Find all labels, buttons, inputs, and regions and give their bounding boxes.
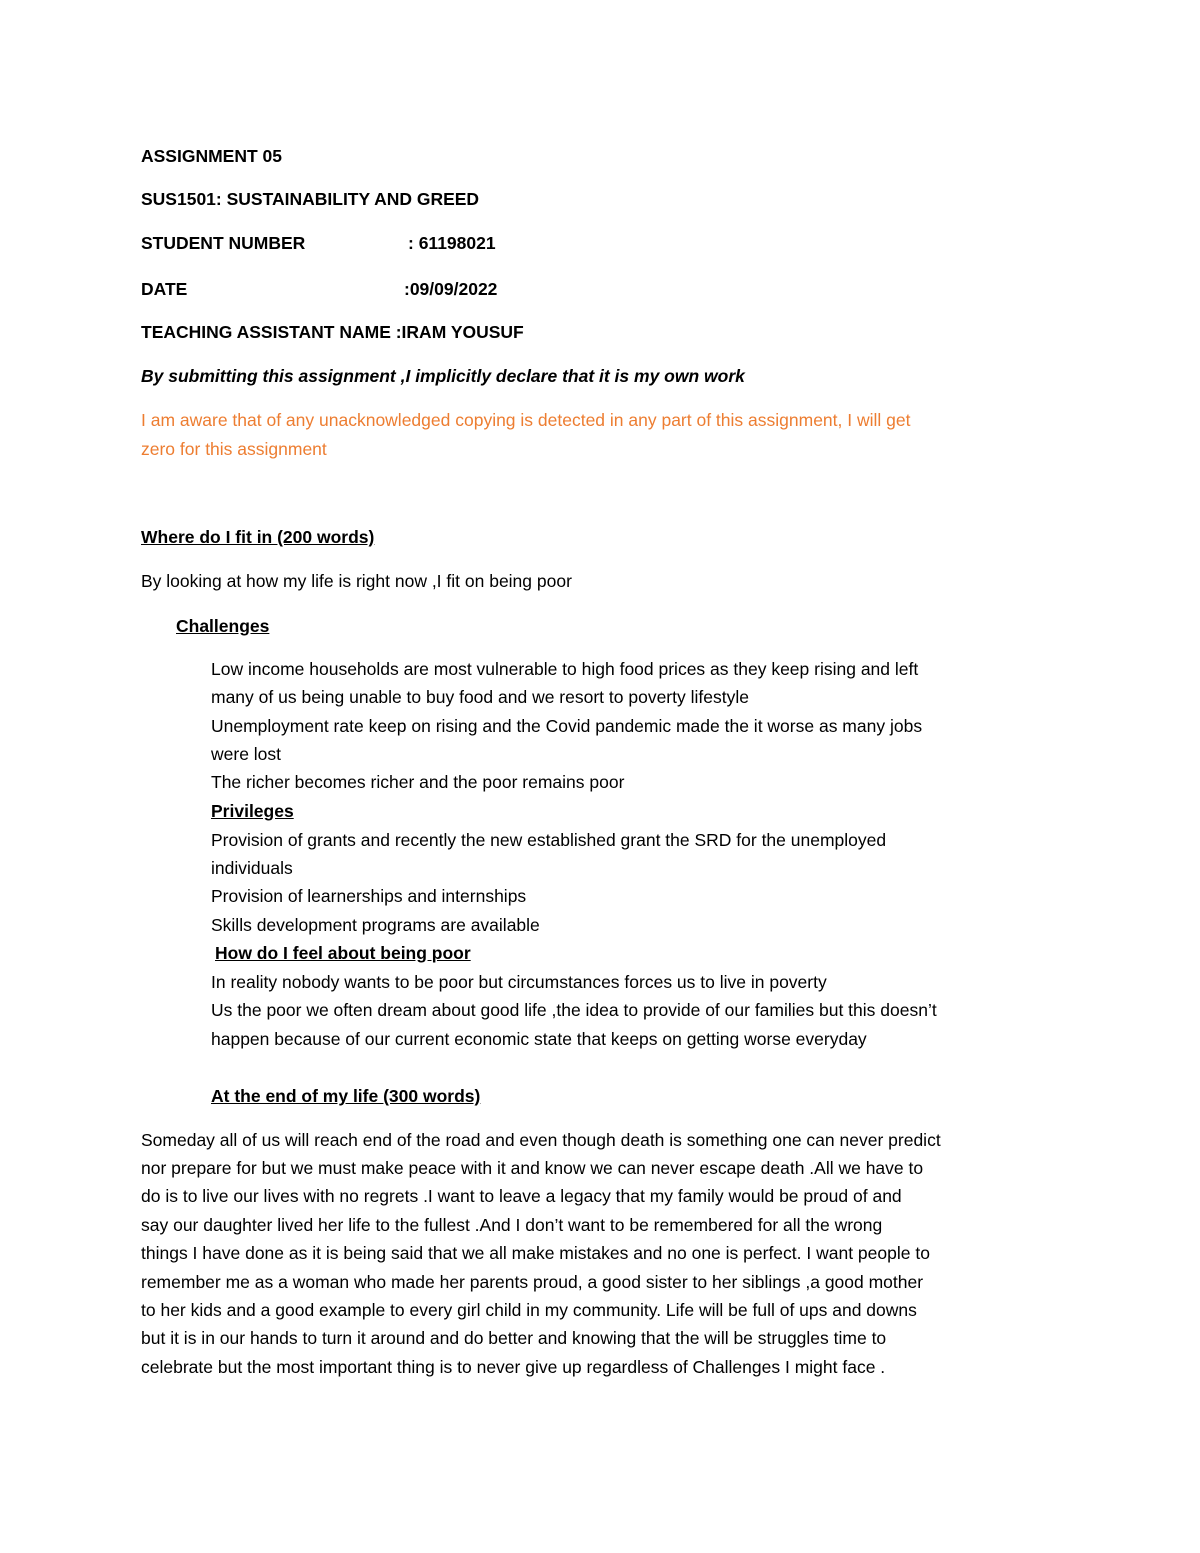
paragraph-line: remember me as a woman who made her parents proud, a good sister to her siblings ,a good mother	[141, 1272, 924, 1292]
declaration: By submitting this assignment ,I implicitly declare that it is my own work	[141, 366, 745, 386]
paragraph-line: say our daughter lived her life to the fullest .And I don’t want to be remembered for all the wrong	[141, 1215, 883, 1235]
date-label: DATE	[141, 279, 188, 299]
student-number-value: : 61198021	[408, 233, 496, 253]
paragraph-line: nor prepare for but we must make peace with it and know we can never escape death .All we have to	[141, 1158, 924, 1178]
student-number-label: STUDENT NUMBER	[141, 233, 306, 253]
teaching-assistant-name: TEACHING ASSISTANT NAME :IRAM YOUSUF	[141, 322, 524, 342]
challenge-line: were lost	[211, 744, 282, 764]
section1-intro: By looking at how my life is right now ,I fit on being poor	[141, 571, 572, 591]
warning-line-2: zero for this assignment	[141, 439, 327, 459]
paragraph-line: to her kids and a good example to every girl child in my community. Life will be full of ups and downs	[141, 1300, 917, 1320]
privilege-line: Provision of grants and recently the new established grant the SRD for the unemployed	[211, 830, 887, 850]
feel-line: happen because of our current economic state that keeps on getting worse everyday	[211, 1029, 867, 1049]
feel-heading: How do I feel about being poor	[215, 943, 471, 963]
paragraph-line: things I have done as it is being said that we all make mistakes and no one is perfect. I want people to	[141, 1243, 930, 1263]
privilege-line: Provision of learnerships and internships	[211, 886, 527, 906]
challenge-line: Unemployment rate keep on rising and the Covid pandemic made the it worse as many jobs	[211, 716, 923, 736]
assignment-title: ASSIGNMENT 05	[141, 146, 282, 166]
feel-line: Us the poor we often dream about good life ,the idea to provide of our families but this doesn’t	[211, 1000, 937, 1020]
privileges-heading: Privileges	[211, 801, 294, 821]
paragraph-line: but it is in our hands to turn it around and do better and knowing that the will be struggles time to	[141, 1328, 887, 1348]
paragraph-line: celebrate but the most important thing is to never give up regardless of Challenges I might face .	[141, 1357, 886, 1377]
module-title: SUS1501: SUSTAINABILITY AND GREED	[141, 189, 480, 209]
challenge-line: The richer becomes richer and the poor remains poor	[211, 772, 625, 792]
paragraph-line: do is to live our lives with no regrets .I want to leave a legacy that my family would be proud of and	[141, 1186, 902, 1206]
section1-heading: Where do I fit in (200 words)	[141, 527, 375, 547]
challenge-line: Low income households are most vulnerable to high food prices as they keep rising and left	[211, 659, 919, 679]
paragraph-line: Someday all of us will reach end of the road and even though death is something one can never predict	[141, 1130, 941, 1150]
warning-line-1: I am aware that of any unacknowledged copying is detected in any part of this assignment, I will get	[141, 410, 911, 430]
challenge-line: many of us being unable to buy food and we resort to poverty lifestyle	[211, 687, 749, 707]
feel-line: In reality nobody wants to be poor but circumstances forces us to live in poverty	[211, 972, 827, 992]
challenges-heading: Challenges	[176, 616, 270, 636]
privilege-line: Skills development programs are available	[211, 915, 540, 935]
date-value: :09/09/2022	[404, 279, 498, 299]
section2-heading: At the end of my life (300 words)	[211, 1086, 481, 1106]
privilege-line: individuals	[211, 858, 293, 878]
